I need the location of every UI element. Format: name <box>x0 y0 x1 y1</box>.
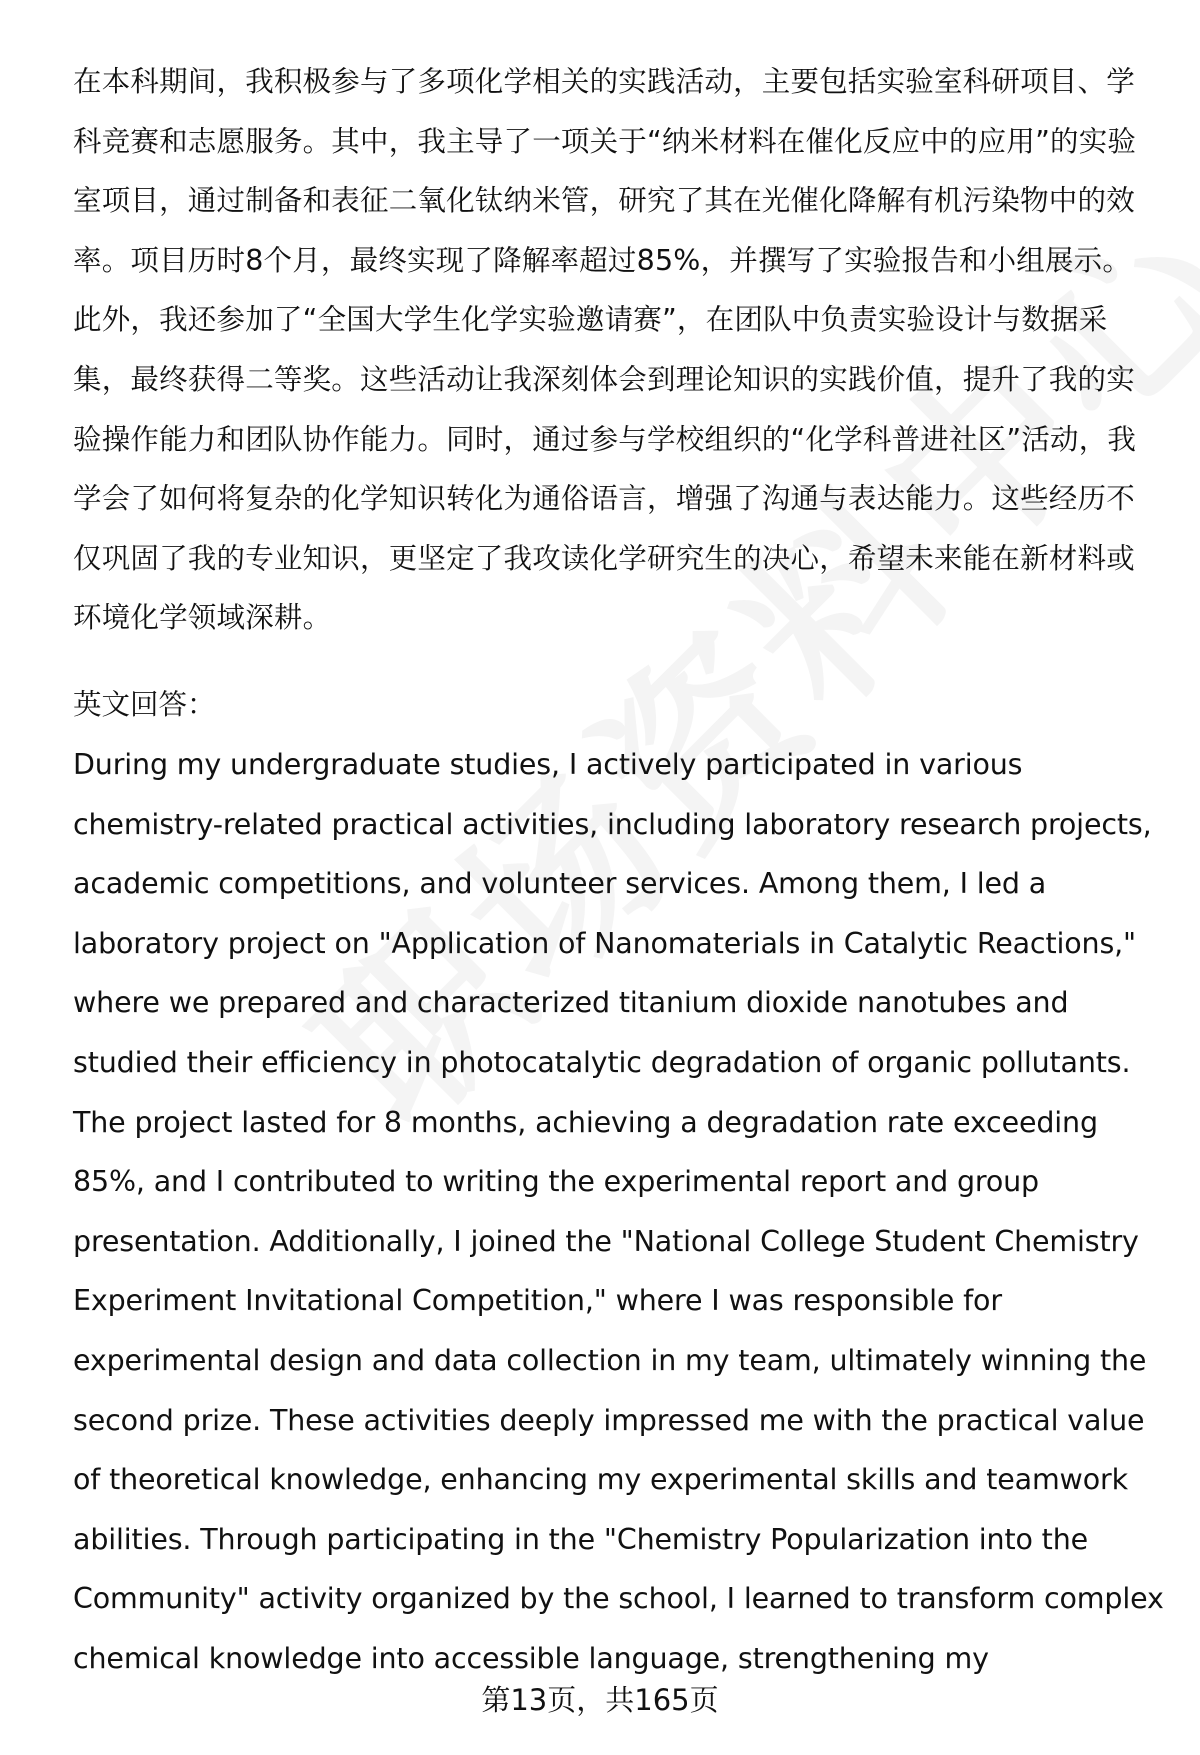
chinese-answer-paragraph: 在本科期间，我积极参与了多项化学相关的实践活动，主要包括实验室科研项目、学科竞赛和志愿服务。其中，我主导了一项关于“纳米材料在催化反应中的应用”的实验室项目，通过制备和表征二氧化钛纳米管，研究了其在光催化降解有机污染物中的效率。项目历时8个月，最终实现了降解率超过85%，并撰写了实验报告和小组展示。此外，我还参加了“全国大学生化学实验邀请赛”，在团队中负责实验设计与数据采集，最终获得二等奖。这些活动让我深刻体会到理论知识的实践价值，提升了我的实验操作能力和团队协作能力。同时，通过参与学校组织的“化学科普进社区”活动，我学会了如何将复杂的化学知识转化为通俗语言，增强了沟通与表达能力。这些经历不仅巩固了我的专业知识，更坚定了我攻读化学研究生的决心，希望未来能在新材料或环境化学领域深耕。 <box>73 65 1137 635</box>
page-number: 第13页，共165页 <box>481 1683 719 1717</box>
english-answer-paragraph: During my undergraduate studies, I actively participated in various chemistry-related practical activities, including laboratory research projects, academic competitions, and volunteer services. Among them, I led a laboratory project on "Application of Nanomaterials in Catalytic Reactions," where we prepared and characterized titanium dioxide nanotubes and studied their efficiency in photocatalytic degradation of organic pollutants. The project lasted for 8 months, achieving a degradation rate exceeding 85%, and I contributed to writing the experimental report and group presentation. Additionally, I joined the "National College Student Chemistry Experiment Invitational Competition," where I was responsible for experimental design and data collection in my team, ultimately winning the second prize. These activities deeply impressed me with the practical value of theoretical knowledge, enhancing my experimental skills and teamwork abilities. Through participating in the "Chemistry Popularization into the Community" activity organized by the school, I learned to transform complex chemical knowledge into accessible language, strengthening my <box>73 748 1164 1675</box>
english-answer-label: 英文回答： <box>73 688 216 721</box>
